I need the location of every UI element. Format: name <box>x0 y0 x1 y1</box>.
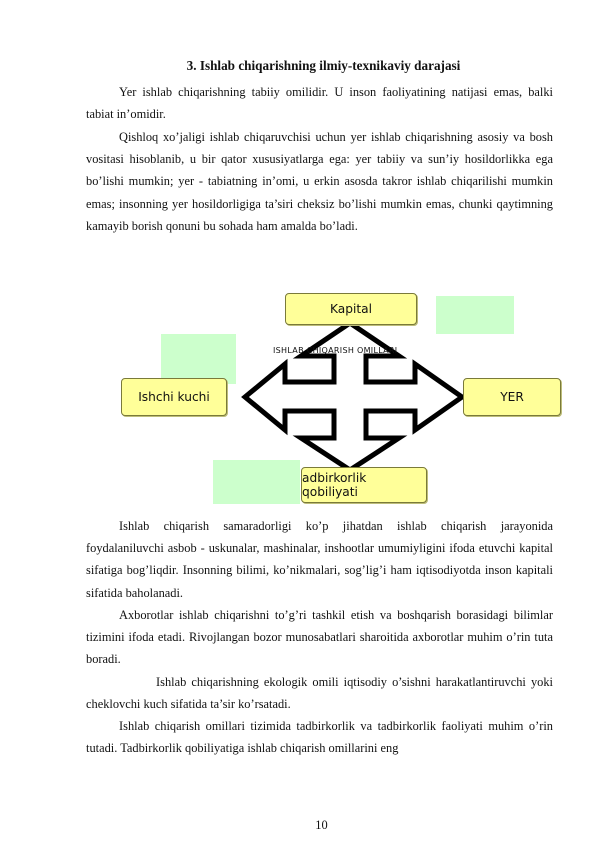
page-number: 10 <box>315 818 328 832</box>
factor-box-entrepreneurship: adbirkorlik qobiliyati <box>301 467 427 503</box>
section-heading: 3. Ishlab chiqarishning ilmiy-texnikaviy darajasi <box>186 58 461 73</box>
paragraph-1: Yer ishlab chiqarishning tabiiy omilidir. U inson faoliyatining natijasi emas, balki tabiat in’omidir. <box>86 85 553 122</box>
diagram-center-label: ISHLAB CHIQARISH OMILLARI <box>273 346 398 355</box>
factor-box-capital: Kapital <box>285 293 417 325</box>
factor-box-land: YER <box>463 378 561 416</box>
paragraph-3: Ishlab chiqarish samaradorligi ko’p jihatdan ishlab chiqarish jarayonida foydalaniluvchi asbob - uskunalar, mashinalar, inshootlar umumiyligini ifoda etuvchi kapital sifatiga bog’liqdir. Insonning bilimi, ko’nikmalari, sog’lig’i ham iqtisodiyotda inson kapitali sifatida baholanadi. <box>86 519 553 600</box>
production-factors-diagram <box>118 290 563 510</box>
factor-box-labor: Ishchi kuchi <box>121 378 227 416</box>
paragraph-6: Ishlab chiqarish omillari tizimida tadbirkorlik va tadbirkorlik faoliyati muhim o’rin tutadi. Tadbirkorlik qobiliyatiga ishlab chiqarish omillarini eng <box>86 719 553 756</box>
paragraph-5: Ishlab chiqarishning ekologik omili iqtisodiy o’sishni harakatlantiruvchi yoki cheklovchi kuch sifatida ta’sir ko’rsatadi. <box>86 675 553 712</box>
paragraph-4: Axborotlar ishlab chiqarishni to’g’ri tashkil etish va boshqarish borasidagi bilimlar tizimini ifoda etadi. Rivojlangan bozor munosabatlari sharoitida axborotlar muhim o’rin tuta boradi. <box>86 608 553 667</box>
paragraph-2: Qishloq xo’jaligi ishlab chiqaruvchisi uchun yer ishlab chiqarishning asosiy va bosh vositasi hisoblanib, u bir qator xususiyatlarga ega: yer tabiiy va sun’iy hosildorlikka ega bo’lishi mumkin; yer - tabiatning in’omi, u erkin asosda takror ishlab chiqarilishi mumkin emas; insonning yer hosildorligiga ta’siri cheksiz bo’lishi mumkin emas, chunki qaytimning kamayib borish qonuni bu sohada ham amalda bo’ladi. <box>86 130 553 233</box>
